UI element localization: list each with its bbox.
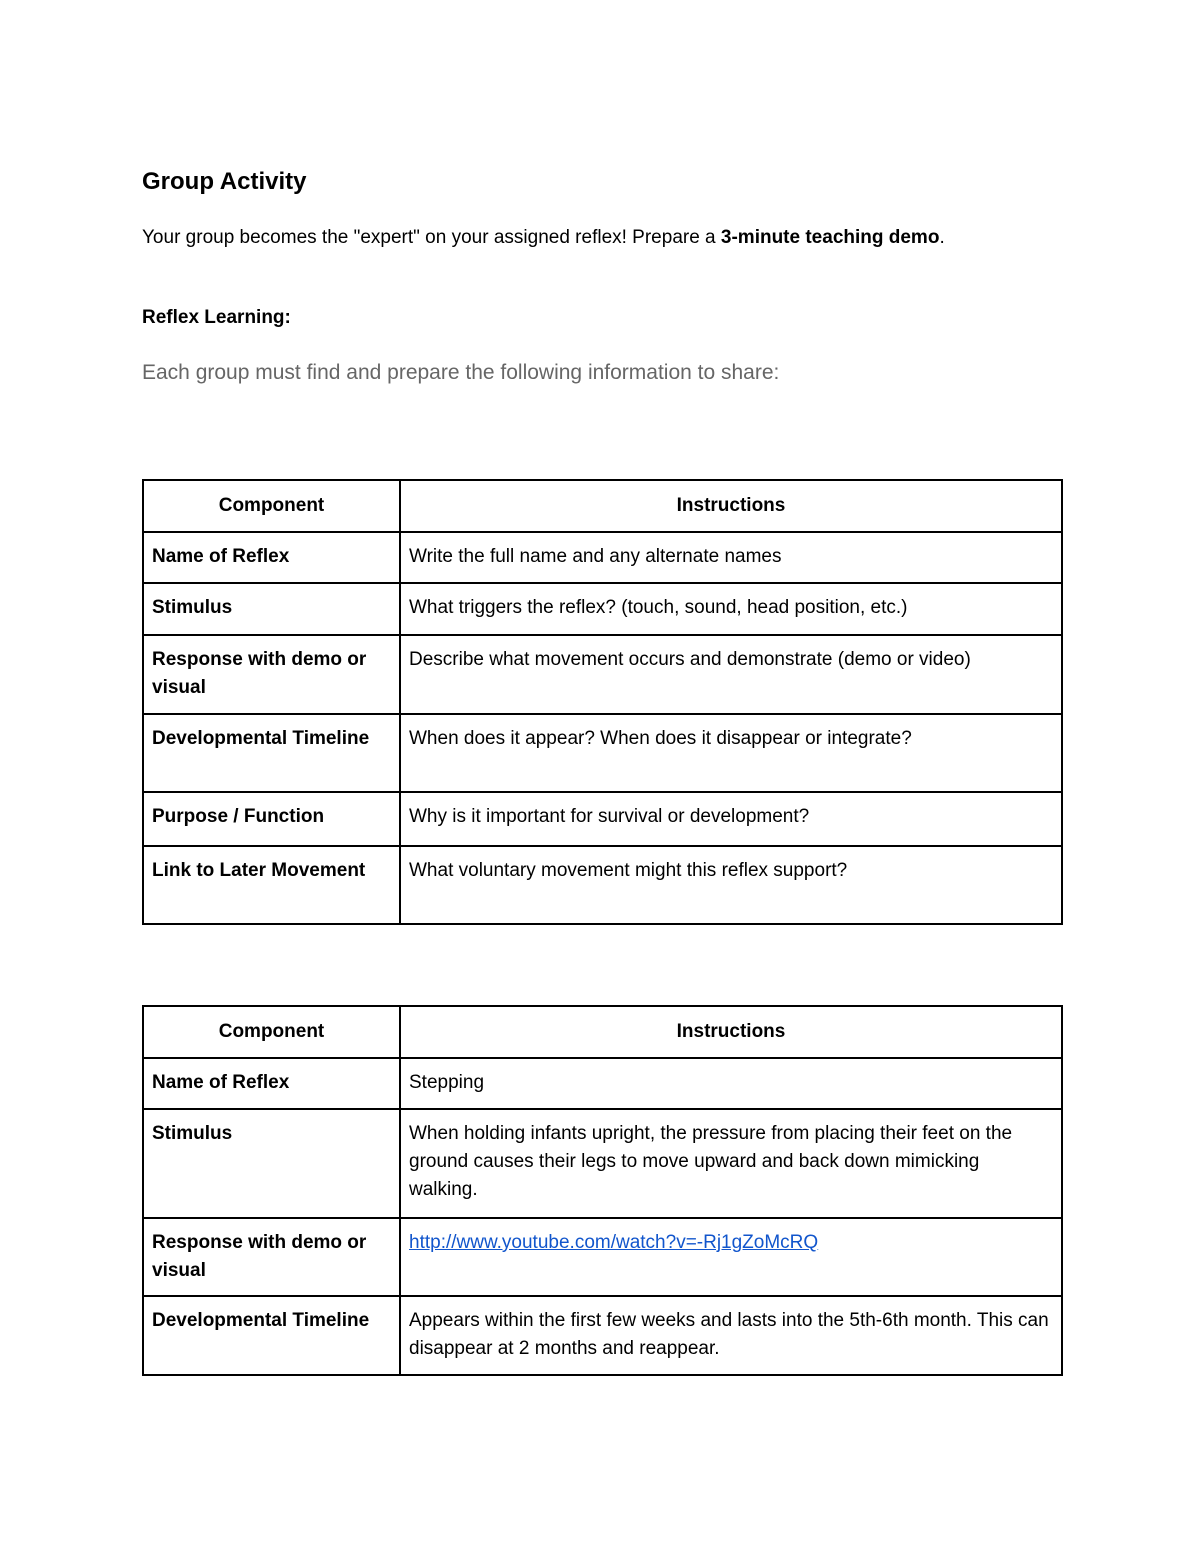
- component-cell: Developmental Timeline: [143, 714, 400, 792]
- instruction-cell: [400, 1218, 1062, 1296]
- instruction-cell: When does it appear? When does it disappear or integrate?: [400, 714, 1062, 792]
- video-link[interactable]: http://www.youtube.com/watch?v=-Rj1gZoMcRQ: [409, 1232, 819, 1253]
- table-row: [143, 1296, 1062, 1375]
- table-row: [143, 1058, 1062, 1109]
- component-cell: Response with demo or visual: [143, 635, 400, 714]
- component-cell: Response with demo or visual: [143, 1218, 400, 1296]
- table-row: [143, 1109, 1062, 1218]
- instruction-cell: Stepping: [400, 1058, 1062, 1109]
- instruction-cell: Appears within the first few weeks and lasts into the 5th-6th month. This can disappear at 2 months and reappear.: [400, 1296, 1062, 1375]
- component-cell: Name of Reflex: [143, 1058, 400, 1109]
- column-header-component: Component: [143, 480, 400, 532]
- component-cell: Stimulus: [143, 1109, 400, 1218]
- table-row: [143, 532, 1062, 583]
- instruction-cell: What voluntary movement might this reflex support?: [400, 846, 1062, 924]
- table-header-row: [143, 1006, 1062, 1058]
- column-header-instructions: Instructions: [400, 480, 1062, 532]
- instruction-cell: When holding infants upright, the pressure from placing their feet on the ground causes their legs to move upward and back down mimicking walking.: [400, 1109, 1062, 1218]
- instructions-table: [142, 479, 1063, 925]
- table-row: [143, 714, 1062, 792]
- table-row: [143, 583, 1062, 635]
- component-cell: Developmental Timeline: [143, 1296, 400, 1375]
- instruction-cell: Describe what movement occurs and demonstrate (demo or video): [400, 635, 1062, 714]
- component-cell: Purpose / Function: [143, 792, 400, 846]
- section-description: Each group must find and prepare the following information to share:: [142, 361, 780, 384]
- table-row: [143, 635, 1062, 714]
- intro-paragraph: [142, 227, 945, 249]
- table-row: [143, 1218, 1062, 1296]
- instruction-cell: Why is it important for survival or development?: [400, 792, 1062, 846]
- intro-bold-text: 3-minute teaching demo: [720, 227, 940, 248]
- page-title: Group Activity: [142, 168, 307, 195]
- instruction-cell: Write the full name and any alternate names: [400, 532, 1062, 583]
- column-header-component: Component: [143, 1006, 400, 1058]
- table-row: [143, 846, 1062, 924]
- component-cell: Stimulus: [143, 583, 400, 635]
- table-header-row: [143, 480, 1062, 532]
- instruction-cell: What triggers the reflex? (touch, sound, head position, etc.): [400, 583, 1062, 635]
- column-header-instructions: Instructions: [400, 1006, 1062, 1058]
- component-cell: Link to Later Movement: [143, 846, 400, 924]
- intro-text-end: .: [939, 227, 945, 248]
- stepping-reflex-table: [142, 1005, 1063, 1376]
- component-cell: Name of Reflex: [143, 532, 400, 583]
- section-heading: Reflex Learning:: [142, 307, 291, 328]
- intro-text: Your group becomes the "expert" on your assigned reflex! Prepare a: [142, 227, 721, 248]
- table-row: [143, 792, 1062, 846]
